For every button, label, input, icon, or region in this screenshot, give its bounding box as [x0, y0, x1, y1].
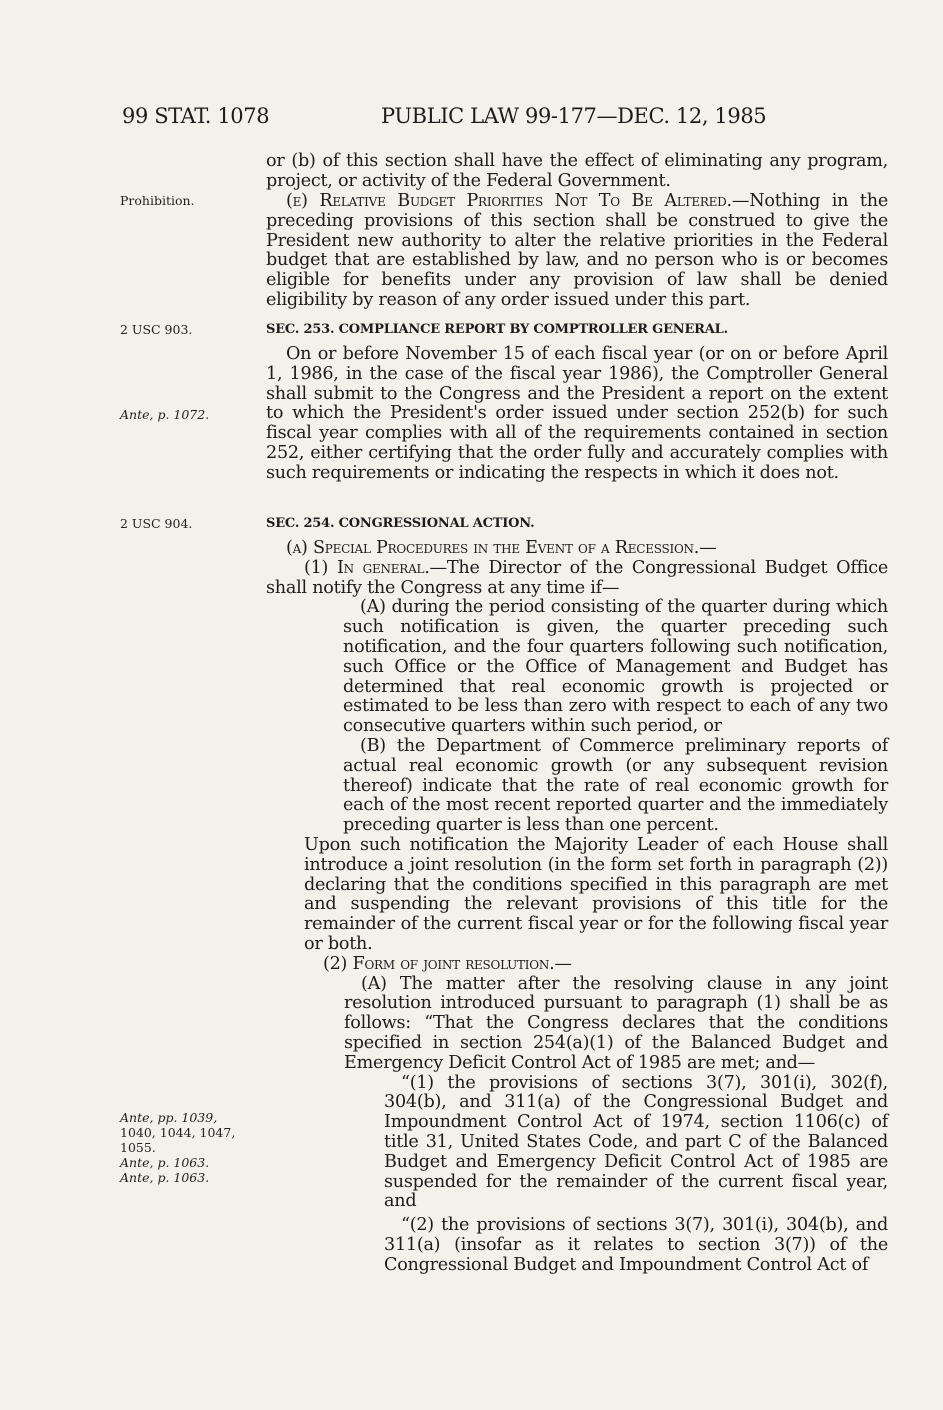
paragraph-upon-notification: Upon such notification the Majority Leader of each House shall introduce a joint resolution (in the form set forth in paragraph (2)) declaring that the conditions specified in this paragraph are met and suspending the relevant provisions of this title for the remainder of the current fiscal year or for the following fiscal year or both. [304, 834, 888, 954]
margin-note-ante-multi-line1: Ante, pp. 1039, [120, 1110, 218, 1125]
section-253-heading: SEC. 253. COMPLIANCE REPORT BY COMPTROLLER GENERAL. [266, 322, 728, 337]
margin-note-ante-multi-line3: 1055. [120, 1140, 156, 1155]
subparagraph-B: (B) the Department of Commerce preliminary reports of actual real economic growth (or any subsequent revision thereof) indicate that the rate of real economic growth for each of the most recent reported quarter and the immediately preceding quarter is less than one percent. [343, 735, 888, 836]
section-254 [266, 514, 888, 1275]
margin-note-ante-1063-b: Ante, p. 1063. [120, 1170, 210, 1185]
statute-page-number: 99 STAT. 1078 [122, 104, 270, 128]
subsection-e-body: —Nothing in the preceding provisions of this section shall be construed to give the President new authority to alter the relative priorities in the Federal budget that are established by law, and no person who is or becomes eligible for benefits under any provision of law shall be denied eligibility by reason of any order issued under this part. [266, 191, 888, 310]
paragraph-1: or (b) of this section shall have the effect of eliminating any program, project, or activity of the Federal Government. [266, 151, 888, 191]
margin-note-ante-1063-a: Ante, p. 1063. [120, 1155, 210, 1170]
body-paragraph-continuation [266, 152, 888, 192]
paragraph-a2-heading: (2) Form of joint resolution.— [323, 953, 572, 974]
paragraph-e [266, 192, 888, 311]
subsection-e [266, 192, 888, 311]
margin-note-ante-1072: Ante, p. 1072. [120, 407, 210, 422]
margin-note-usc-904: 2 USC 904. [120, 516, 193, 531]
subparagraph-A: (A) during the period consisting of the quarter during which such notification is given, the quarter preceding such notification, and the four quarters following such notification, such Office or the Office of Management and Budget has determined that real economic growth is projected or estimated to be less than zero with respect to each of any two consecutive quarters within such period, or [343, 597, 888, 737]
section-253 [266, 320, 888, 484]
margin-note-ante-multi-line2: 1040, 1044, 1047, [120, 1125, 236, 1140]
margin-note-prohibition: Prohibition. [120, 193, 195, 208]
section-254-heading: SEC. 254. CONGRESSIONAL ACTION. [266, 516, 535, 531]
running-header: PUBLIC LAW 99-177—DEC. 12, 1985 [381, 104, 767, 128]
section-253-body: On or before November 15 of each fiscal year (or on or before April 1, 1986, in the case of the fiscal year 1986), the Comptroller General shall submit to the Congress and the President a report on the extent to which the President's order issued under section 252(b) for such fiscal year complies with all of the requirements contained in section 252, either certifying that the order fully and accurately complies with such requirements or indicating the respects in which it does not. [266, 344, 888, 483]
subsection-a-heading: (a) Special Procedures in the Event of a Recession.— [286, 538, 717, 558]
subparagraph-A2: (A) The matter after the resolving clause in any joint resolution introduced pursuant to paragraph (1) shall be as follows: “That the Congress declares that the conditions specified in section 254(a)(1) of the Balanced Budget and Emergency Deficit Control Act of 1985 are met; and— [344, 973, 888, 1073]
quoted-clause-1: “(1) the provisions of sections 3(7), 301(i), 302(f), 304(b), and 311(a) of the Congressional Budget and Impoundment Control Act of 1974, section 1106(c) of title 31, United States Code, and part C of the Balanced Budget and Emergency Deficit Control Act of 1985 are suspended for the remainder of the current fiscal year, and [384, 1072, 888, 1212]
margin-note-ante-multi [120, 1110, 250, 1185]
paragraph-a1 [266, 559, 888, 599]
subsection-e-heading: (e) Relative Budget Priorities Not To Be Altered. [286, 191, 732, 211]
quoted-clause-2: “(2) the provisions of sections 3(7), 301(i), 304(b), and 311(a) (insofar as it relates to section 3(7)) of the Congressional Budget and Impoundment Control Act of [384, 1215, 888, 1275]
paragraph-a1-heading: (1) In general. [304, 557, 430, 578]
margin-note-usc-903: 2 USC 903. [120, 322, 193, 337]
paragraph-a1-body: —The Director of the Congressional Budget Office shall notify the Congress at any time if— [266, 557, 888, 598]
